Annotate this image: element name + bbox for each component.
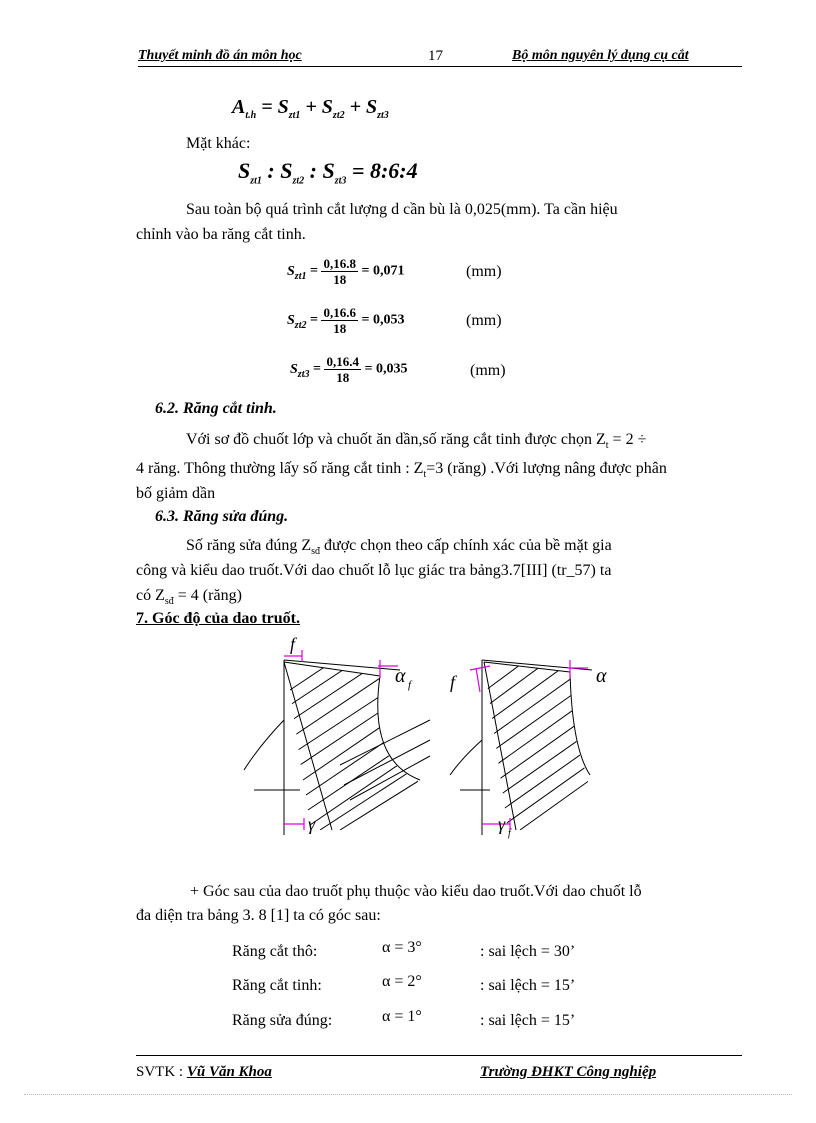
label-f: f: [290, 634, 296, 654]
label-alpha: α: [596, 665, 607, 687]
header-rule: [138, 66, 742, 67]
angle-row-name: Răng cắt tinh:: [232, 977, 322, 994]
calc-row: $S_{zt1}$ = $\frac{0,16.8}{18}$ = 0,071: [287, 256, 405, 287]
label-alpha-f-sub: f: [408, 679, 412, 691]
equation-a-total: $A_{t.h} = S_{zt1} + S_{zt2} + S_{zt3}$: [232, 96, 389, 121]
label-gamma-f-sub: f: [508, 828, 511, 839]
label-gamma: γ: [308, 814, 316, 834]
angle-row-deviation: : sai lệch = 15’: [480, 977, 576, 994]
angle-row-value: α = 1°: [382, 1008, 422, 1025]
broach-angles-figure: [240, 630, 607, 850]
section-heading-6-3: 6.3. Răng sửa đúng.: [155, 508, 289, 525]
para62-line1: Với sơ đồ chuốt lớp và chuốt ăn dần,số răng cắt tinh được chọn $Z_t = 2$ ÷: [186, 431, 647, 452]
footer-rule: [136, 1055, 742, 1056]
para8-line2: đa diện tra bảng 3. 8 [1] ta có góc sau:: [136, 907, 381, 924]
para1-line2: chỉnh vào ba răng cắt tinh.: [136, 226, 306, 243]
para62-line3: bố giảm dần: [136, 485, 216, 502]
label-f-right: f: [450, 672, 456, 692]
para63-line3: có $Z_{sđ} = 4$ (răng): [136, 587, 242, 608]
para8-line1: + Góc sau của dao truốt phụ thuộc vào kiểu dao truốt.Với dao chuốt lỗ: [190, 883, 642, 900]
equation-ratio: $S_{zt1}$ : $S_{zt2}$ : $S_{zt3}$ = 8:6:4: [238, 158, 418, 187]
angle-row-name: Răng cắt thô:: [232, 943, 318, 960]
right-tooth-drawing: [450, 650, 592, 835]
calc-row: $S_{zt2}$ = $\frac{0,16.6}{18}$ = 0,053: [287, 305, 405, 336]
angle-row-value: α = 2°: [382, 973, 422, 990]
text-mat-khac: Mặt khác:: [186, 135, 251, 152]
header-page-number: 17: [428, 48, 443, 64]
calc-row: $S_{zt3}$ = $\frac{0,16.4}{18}$ = 0,035: [290, 354, 408, 385]
left-dimension-marks: [284, 650, 398, 830]
label-alpha-f: α: [395, 665, 406, 687]
label-gamma-f: γ: [498, 814, 506, 834]
page-bottom-dotted-rule: [24, 1094, 792, 1095]
section-heading-7: 7. Góc độ của dao truốt.: [136, 610, 300, 627]
header-left: Thuyết minh đồ án môn học: [138, 48, 302, 63]
header-right: Bộ môn nguyên lý dụng cụ cắt: [512, 48, 689, 63]
para1-line1: Sau toàn bộ quá trình cắt lượng d cần bù là 0,025(mm). Ta cần hiệu: [186, 201, 618, 218]
para63-line2: công và kiểu dao truốt.Với dao chuốt lỗ lục giác tra bảng3.7[III] (tr_57) ta: [136, 562, 612, 579]
calc-unit: (mm): [470, 362, 506, 379]
calc-unit: (mm): [466, 312, 502, 329]
footer-right: Trường ĐHKT Công nghiệp: [480, 1064, 657, 1080]
angle-row-deviation: : sai lệch = 15’: [480, 1012, 576, 1029]
para63-line1: Số răng sửa đúng $Z_{sđ}$ được chọn theo cấp chính xác của bề mặt gia: [186, 537, 612, 558]
para62-line2: 4 răng. Thông thường lấy số răng cắt tinh : $Z_t=3$ (răng) .Với lượng nâng được phân: [136, 460, 667, 481]
angle-row-value: α = 3°: [382, 939, 422, 956]
footer-left: SVTK : Vũ Văn Khoa: [136, 1064, 272, 1080]
angle-row-name: Răng sửa đúng:: [232, 1012, 333, 1029]
section-heading-6-2: 6.2. Răng cắt tinh.: [155, 400, 277, 417]
angle-row-deviation: : sai lệch = 30’: [480, 943, 576, 960]
calc-unit: (mm): [466, 263, 502, 280]
